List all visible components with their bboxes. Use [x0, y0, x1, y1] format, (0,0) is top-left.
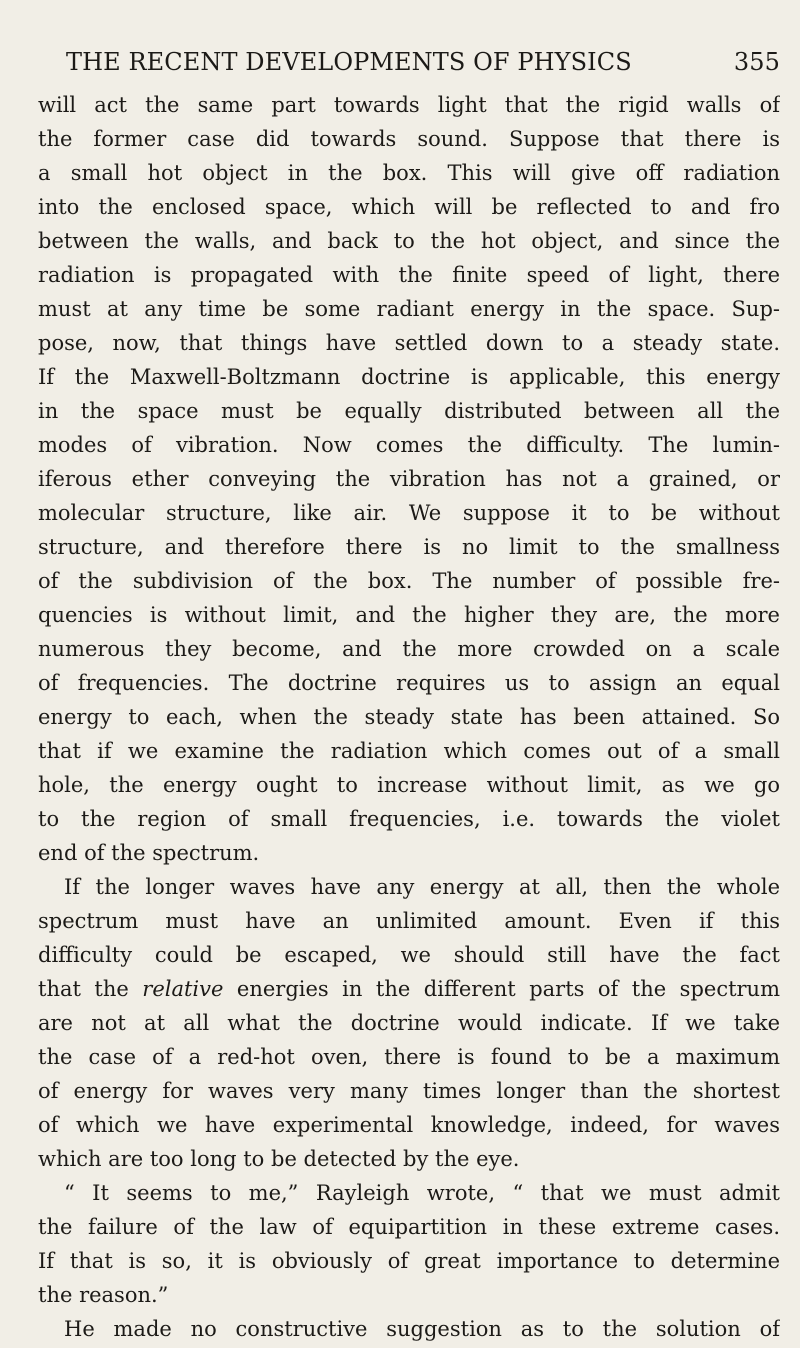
text-line: of the subdivision of the box. The number of possible fre- — [38, 569, 780, 593]
text-line: numerous they become, and the more crowded on a scale — [38, 637, 780, 661]
text-line: the former case did towards sound. Suppose that there is — [38, 127, 780, 151]
text-line: between the walls, and back to the hot object, and since the — [38, 229, 780, 253]
text-line-with-italic — [38, 972, 780, 1006]
text-line: of energy for waves very many times longer than the shortest — [38, 1079, 780, 1103]
paragraph-start-line: If the longer waves have any energy at all, then the whole — [64, 875, 780, 899]
running-title: THE RECENT DEVELOPMENTS OF PHYSICS — [66, 48, 632, 76]
text-line: molecular structure, like air. We suppose it to be without — [38, 501, 780, 525]
paragraph-end-line: which are too long to be detected by the eye. — [38, 1147, 520, 1171]
text-line: If that is so, it is obviously of great importance to determine — [38, 1249, 780, 1273]
text-line: energy to each, when the steady state has been attained. So — [38, 705, 780, 729]
text-line: pose, now, that things have settled down to a steady state. — [38, 331, 780, 355]
text-line: hole, the energy ought to increase without limit, as we go — [38, 773, 780, 797]
text-line: If the Maxwell-Boltzmann doctrine is applicable, this energy — [38, 365, 780, 389]
text-line: that if we examine the radiation which comes out of a small — [38, 739, 780, 763]
text-line: difficulty could be escaped, we should still have the fact — [38, 943, 780, 967]
text-line: a small hot object in the box. This will give off radiation — [38, 161, 780, 185]
text-line: to the region of small frequencies, i.e. towards the violet — [38, 807, 780, 831]
text-line: quencies is without limit, and the higher they are, the more — [38, 603, 780, 627]
paragraph-start-line: “ It seems to me,” Rayleigh wrote, “ that we must admit — [64, 1181, 780, 1205]
paragraph-end-line: the reason.” — [38, 1283, 169, 1307]
body-text — [38, 88, 780, 1346]
text-line: of which we have experimental knowledge, indeed, for waves — [38, 1113, 780, 1137]
italic-word: relative — [142, 977, 224, 1001]
text-line: are not at all what the doctrine would indicate. If we take — [38, 1011, 780, 1035]
text-line: the failure of the law of equipartition in these extreme cases. — [38, 1215, 780, 1239]
text-segment: energies in the different parts of the spectrum — [223, 977, 780, 1001]
text-line: will act the same part towards light that the rigid walls of — [38, 93, 780, 117]
text-line: structure, and therefore there is no limit to the smallness — [38, 535, 780, 559]
text-segment: that the — [38, 977, 143, 1001]
text-line: spectrum must have an unlimited amount. Even if this — [38, 909, 780, 933]
text-line: iferous ether conveying the vibration has not a grained, or — [38, 467, 780, 491]
text-line: radiation is propagated with the finite speed of light, there — [38, 263, 780, 287]
running-head — [66, 42, 780, 82]
text-line: modes of vibration. Now comes the difficulty. The lumin- — [38, 433, 780, 457]
page-number: 355 — [733, 48, 780, 76]
text-line: of frequencies. The doctrine requires us to assign an equal — [38, 671, 780, 695]
paragraph-start-line: He made no constructive suggestion as to the solution of — [64, 1317, 780, 1341]
text-line: in the space must be equally distributed between all the — [38, 399, 780, 423]
text-line: into the enclosed space, which will be reflected to and fro — [38, 195, 780, 219]
text-line: must at any time be some radiant energy in the space. Sup- — [38, 297, 780, 321]
paragraph-end-line: end of the spectrum. — [38, 841, 260, 865]
text-line: the case of a red-hot oven, there is found to be a maximum — [38, 1045, 780, 1069]
